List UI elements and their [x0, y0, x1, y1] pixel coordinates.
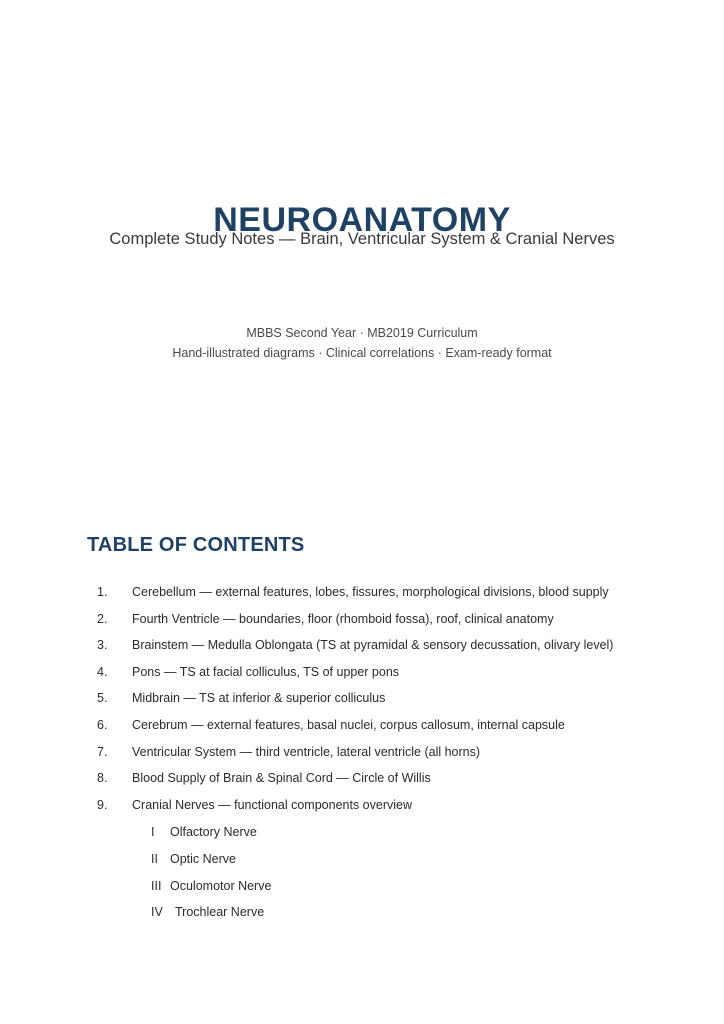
toc-item [0, 582, 724, 609]
toc-item-number: 5. [97, 691, 108, 706]
toc-item-number: 6. [97, 717, 108, 732]
toc-subitem-numeral: II [151, 851, 158, 866]
features-line: Hand-illustrated diagrams · Clinical correlations · Exam-ready format [172, 346, 552, 360]
toc-item [0, 609, 724, 636]
toc-item [0, 768, 724, 795]
toc-item-text: Blood Supply of Brain & Spinal Cord — Circle of Willis [132, 771, 431, 786]
toc-item [0, 742, 724, 769]
toc-list [0, 582, 724, 821]
toc-subitem-text: Olfactory Nerve [170, 825, 257, 839]
toc-item-number: 9. [97, 797, 108, 812]
toc-item-text: Brainstem — Medulla Oblongata (TS at pyramidal & sensory decussation, olivary level) [132, 638, 614, 653]
toc-subitem-text: Oculomotor Nerve [170, 878, 272, 893]
toc-item-number: 7. [97, 744, 108, 759]
toc-item-text: Fourth Ventricle — boundaries, floor (rhomboid fossa), roof, clinical anatomy [132, 611, 554, 626]
toc-heading: TABLE OF CONTENTS [87, 534, 305, 556]
toc-subitem-text: Trochlear Nerve [175, 905, 265, 920]
toc-subitem [0, 849, 724, 876]
toc-subitem-numeral: III [151, 878, 162, 893]
toc-item-text: Cerebrum — external features, basal nuclei, corpus callosum, internal capsule [132, 717, 565, 732]
toc-item-number: 4. [97, 664, 108, 679]
toc-item-text: Cerebellum — external features, lobes, fissures, morphological divisions, blood supply [132, 585, 609, 599]
curriculum-line: MBBS Second Year · MB2019 Curriculum [246, 326, 478, 340]
toc-item [0, 795, 724, 822]
document-title: NEUROANATOMY [213, 201, 511, 239]
toc-item-number: 3. [97, 638, 108, 653]
cover-meta-block [0, 323, 724, 363]
toc-subitem-numeral: IV [151, 905, 163, 920]
toc-subitem [0, 822, 724, 849]
toc-item-text: Pons — TS at facial colliculus, TS of upper pons [132, 664, 400, 679]
toc-item [0, 688, 724, 715]
toc-item [0, 662, 724, 689]
toc-item-number: 1. [97, 585, 108, 599]
toc-item-number: 2. [97, 611, 108, 626]
toc-item-text: Ventricular System — third ventricle, lateral ventricle (all horns) [132, 744, 481, 759]
toc-subitem [0, 876, 724, 903]
toc-item-text: Midbrain — TS at inferior & superior colliculus [132, 691, 386, 706]
toc-item-number: 8. [97, 771, 108, 786]
toc-subitem-text: Optic Nerve [170, 851, 236, 866]
toc-item [0, 715, 724, 742]
document-subtitle: Complete Study Notes — Brain, Ventricular System & Cranial Nerves [109, 230, 615, 248]
toc-subitem-numeral: I [151, 825, 155, 839]
cover-title-block [0, 203, 724, 249]
toc-item [0, 635, 724, 662]
toc-subitem [0, 902, 724, 929]
cranial-nerve-sublist [0, 822, 724, 929]
toc-item-text: Cranial Nerves — functional components overview [132, 797, 412, 812]
